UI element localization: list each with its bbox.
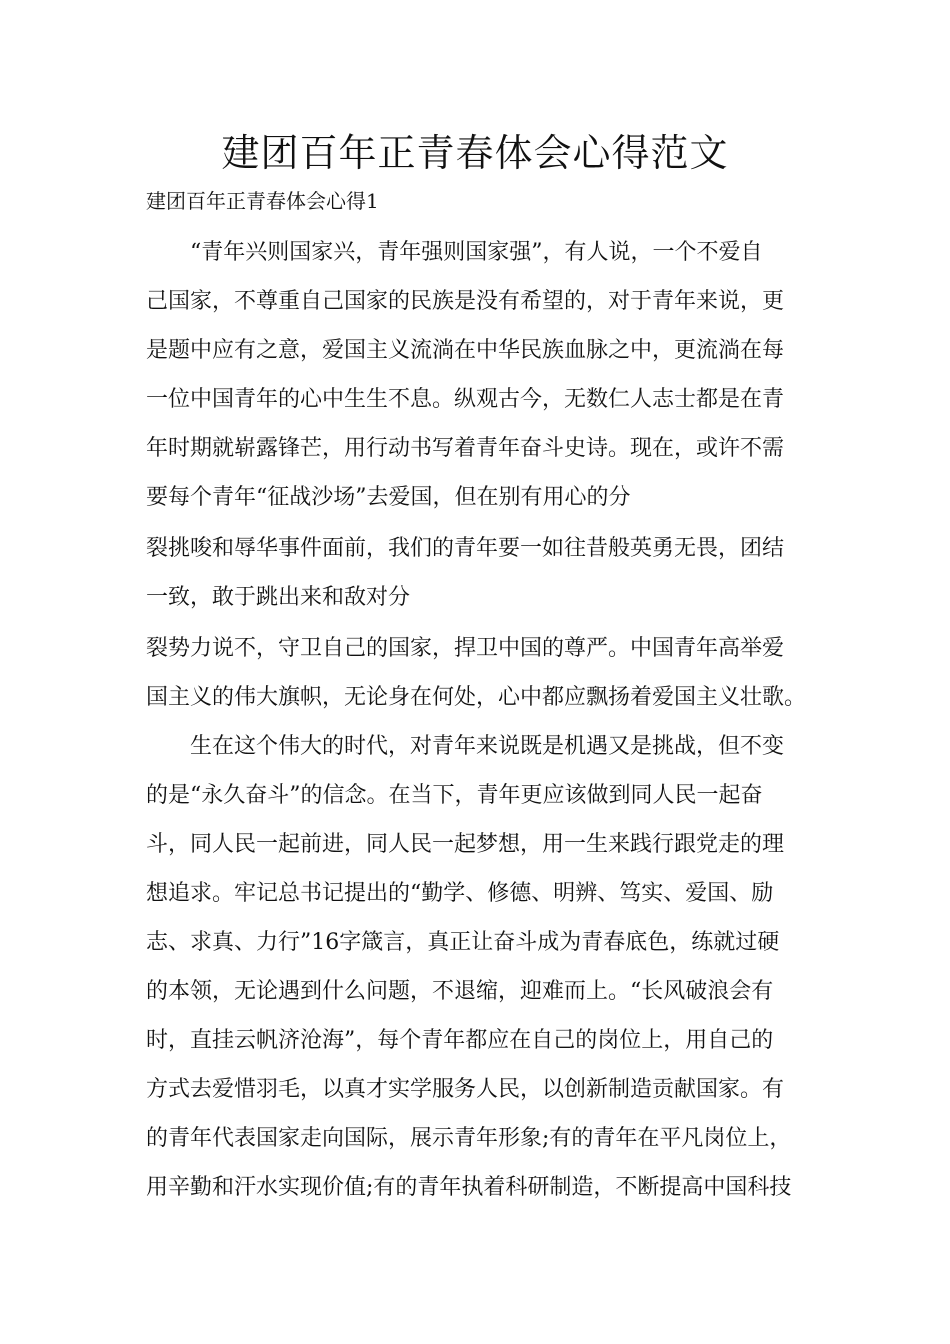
paragraph-line: 一位中国青年的心中生生不息。纵观古今，无数仁人志士都是在青: [146, 387, 785, 412]
paragraph-line: 是题中应有之意，爱国主义流淌在中华民族血脉之中，更流淌在每: [146, 338, 785, 363]
paragraph-line: 生在这个伟大的时代，对青年来说既是机遇又是挑战，但不变: [190, 734, 785, 759]
paragraph-line: 裂挑唆和辱华事件面前，我们的青年要一如往昔般英勇无畏，团结: [146, 536, 785, 561]
paragraph-line: 年时期就崭露锋芒，用行动书写着青年奋斗史诗。现在，或许不需: [146, 436, 785, 461]
paragraph-line: 斗，同人民一起前进，同人民一起梦想，用一生来践行跟党走的理: [146, 832, 785, 857]
paragraph-line: 的本领，无论遇到什么问题，不退缩，迎难而上。“长风破浪会有: [146, 979, 774, 1004]
paragraph-line: 己国家，不尊重自己国家的民族是没有希望的，对于青年来说，更: [146, 289, 785, 314]
paragraph-line: 国主义的伟大旗帜，无论身在何处，心中都应飘扬着爱国主义壮歌。: [146, 685, 807, 710]
document-title: 建团百年正青春体会心得范文: [221, 131, 729, 175]
paragraph-line: “青年兴则国家兴，青年强则国家强”，有人说，一个不爱自: [190, 240, 763, 265]
paragraph-line: 用辛勤和汗水实现价值;有的青年执着科研制造，不断提高中国科技: [146, 1175, 792, 1200]
paragraph-line: 时，直挂云帆济沧海”，每个青年都应在自己的岗位上，用自己的: [146, 1028, 774, 1053]
paragraph-line: 志、求真、力行”16字箴言，真正让奋斗成为青春底色，练就过硬: [146, 930, 780, 955]
paragraph-line: 方式去爱惜羽毛，以真才实学服务人民，以创新制造贡献国家。有: [146, 1077, 785, 1102]
paragraph-line: 要每个青年“征战沙场”去爱国，但在别有用心的分: [146, 485, 631, 510]
section-heading: 建团百年正青春体会心得1: [146, 189, 379, 213]
paragraph-line: 想追求。牢记总书记提出的“勤学、修德、明辨、笃实、爱国、励: [146, 881, 774, 906]
paragraph-line: 的青年代表国家走向国际，展示青年形象;有的青年在平凡岗位上，: [146, 1126, 792, 1151]
paragraph-line: 裂势力说不，守卫自己的国家，捍卫中国的尊严。中国青年高举爱: [146, 636, 785, 661]
paragraph-line: 一致，敢于跳出来和敌对分: [146, 585, 411, 610]
paragraph-line: 的是“永久奋斗”的信念。在当下，青年更应该做到同人民一起奋: [146, 783, 763, 808]
